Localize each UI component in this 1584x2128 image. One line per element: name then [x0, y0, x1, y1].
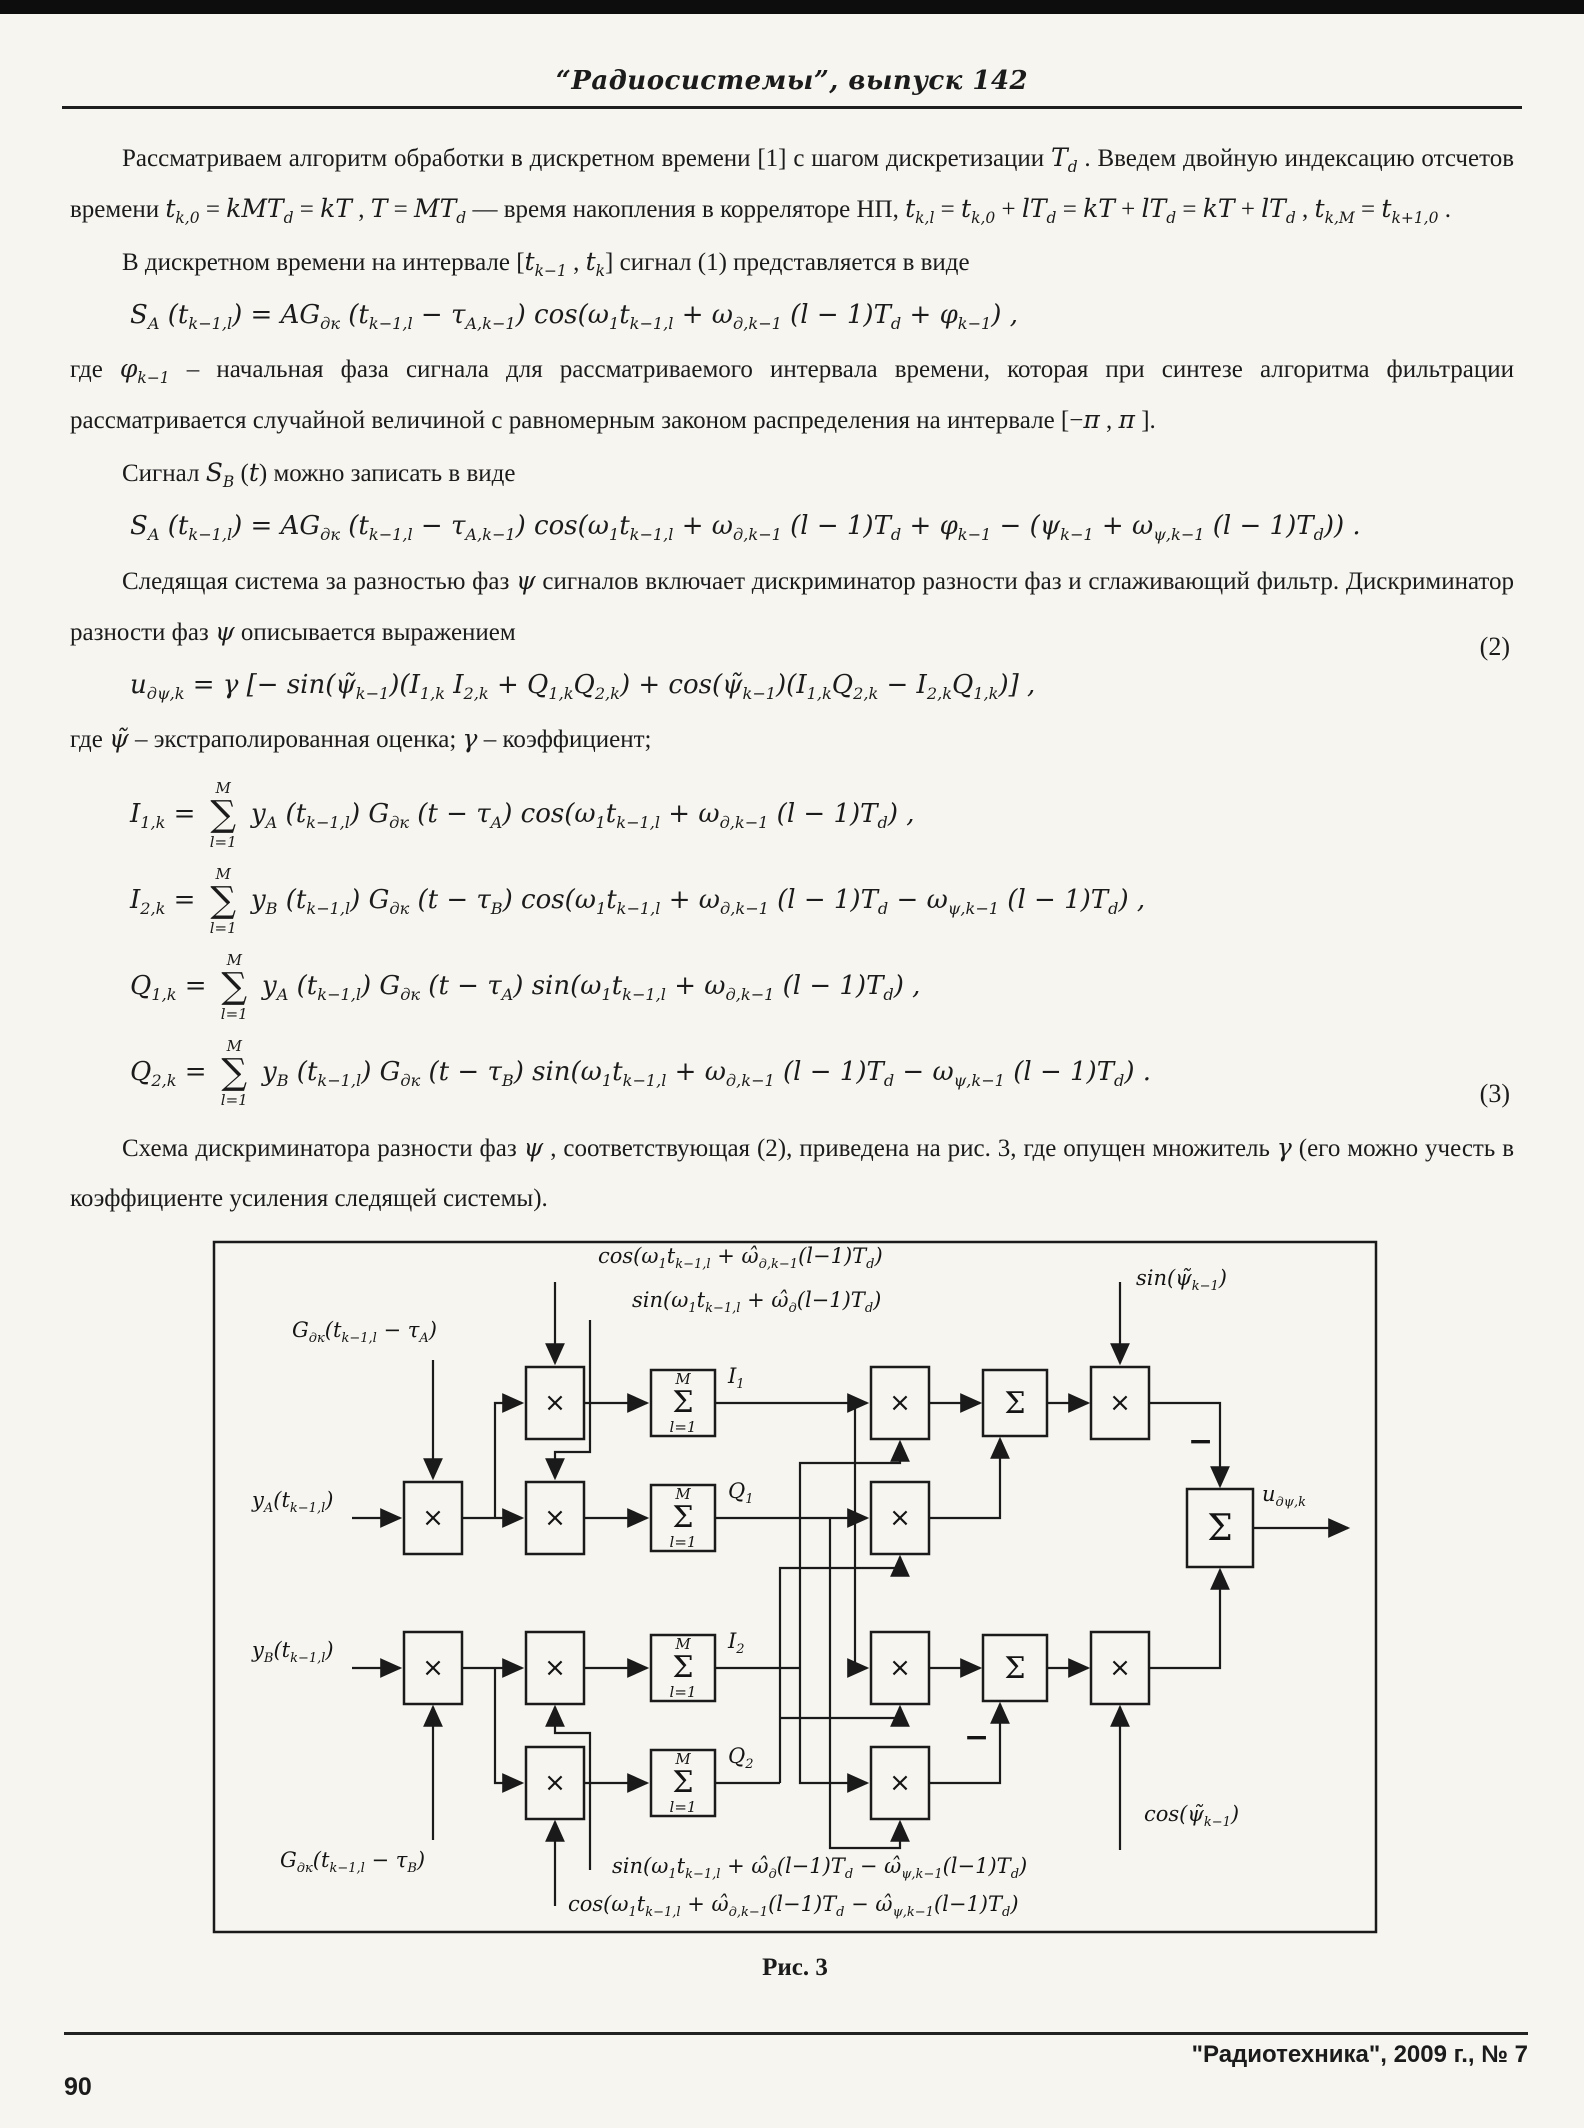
sum-limits-icon — [670, 1750, 697, 1816]
sum-upper-limit: M — [675, 1485, 691, 1504]
label-q2-signal: $Q_2$ — [728, 1744, 754, 1773]
paragraph-tracking-system: Следящая система за разностью фаз ψ сигналов включает дискриминатор разности фаз и сглаживающий фильтр. Дискриминатор разности фаз ψ описывается выражением — [70, 565, 1514, 646]
sigma-icon: Σ — [1004, 1650, 1026, 1686]
multiply-icon: × — [422, 1653, 444, 1684]
multiply-icon: × — [544, 1503, 566, 1534]
equation-group-3 — [70, 779, 1514, 1109]
equation-signal-sa: $S_A$ $(t_{k-1,l}) = AG_{дк}$ $(t_{k-1,l} - \tau_{A,k-1}) \cos(\omega_1t_{k-1,l} + \omega_{д,k-1}$ $(l - 1)T_d + \varphi_{k-1}$) , — [130, 300, 1018, 334]
label-cos-psi: $\cos(\psĩ_{k-1})$ — [1144, 1802, 1240, 1831]
multiply-icon: × — [889, 1388, 911, 1419]
sigma-icon: Σ — [1004, 1385, 1026, 1421]
multiply-icon: × — [544, 1388, 566, 1419]
paragraph-figure-reference: Схема дискриминатора разности фаз ψ , соответствующая (2), приведена на рис. 3, где опущен множитель γ (его можно учесть в коэффициенте усиления следящей системы). — [70, 1133, 1514, 1213]
label-i2-signal: $I_2$ — [728, 1629, 745, 1658]
label-ya-input: $y_A(t_{k-1,l})$ — [252, 1488, 334, 1517]
multiply-icon: × — [889, 1653, 911, 1684]
multiply-icon: × — [544, 1653, 566, 1684]
multiply-icon: × — [1109, 1388, 1131, 1419]
label-carrier-sin: $\sin(\omega_1t_{k-1,l}$ + $\omegâ_д(l-1)T_d$) — [632, 1288, 882, 1317]
figure-3 — [200, 1238, 1390, 1982]
paragraph-extrapolated: где ψ̃ – экстраполированная оценка; γ – коэффициент; — [70, 724, 652, 754]
equation-discriminator-body: $u_{д\psi,k} = \gamma$ [− $\sin(\psĩ_{k-1})(I_{1,k}$ $I_{2,k} + Q_{1,k}Q_{2,k}$) + $\cos(\psĩ_{k-1})(I_{1,k}Q_{2,k} - I_{2,k}Q_{1,k})$] , — [130, 669, 1036, 703]
sum-sigma: Σ — [672, 1385, 694, 1421]
label-bottom-sin: $\sin(\omega_1t_{k-1,l}$ + $\omegâ_д(l-1)T_d$ − $\omegâ_{\psi,k-1}(l-1)T_d$) — [612, 1854, 1028, 1883]
label-bottom-cos: $\cos(\omega_1t_{k-1,l}$ + $\omegâ_{д,k-1}(l-1)T_d$ − $\omegâ_{\psi,k-1}(l-1)T_d$) — [568, 1892, 1019, 1921]
article-body — [0, 109, 1584, 1224]
label-output-udpsi: $u_{д\psi,k}$ — [1262, 1482, 1306, 1511]
sum-lower-limit: l=1 — [669, 1683, 697, 1702]
label-gdk-tau-b: $G_{дк}(t_{k-1,l} - \tau_B)$ — [280, 1848, 426, 1877]
equation-q1k: $Q_{1,k}$ = M ∑ l=1 $y_A$ $(t_{k-1,l})$ $G_{дк}$ $(t - \tau_A)$ $\sin(\omega_1t_{k-1,l} + \omega_{д,k-1}$ $(l - 1)T_d$) , — [130, 951, 921, 1024]
sum-upper-limit: M — [675, 1750, 691, 1769]
equation-number-2: (2) — [1479, 631, 1510, 661]
sum-sigma: Σ — [672, 1500, 694, 1536]
paragraph-interval: В дискретном времени на интервале [$t_{k-1}$ , $t_k$] сигнал (1) представляется в виде — [122, 247, 970, 280]
multiply-icon: × — [544, 1768, 566, 1799]
equation-i1k: $I_{1,k}$ = M ∑ l=1 $y_A$ $(t_{k-1,l})$ $G_{дк}$ $(t - \tau_A)$ $\cos(\omega_1t_{k-1,l} + \omega_{д,k-1}$ $(l - 1)T_d$) , — [130, 779, 915, 852]
sigma-icon: Σ — [1207, 1507, 1233, 1549]
paragraph-initial-phase: где $\varphi_{k-1}$ – начальная фаза сигнала для рассматриваемого интервала времени, которая при синтезе алгоритма фильтрации рассматривается случайной величиной с равномерным законом распределения на интервале [−π , π ]. — [70, 354, 1514, 435]
sum-lower-limit: l=1 — [669, 1418, 697, 1437]
multiply-icon: × — [889, 1503, 911, 1534]
label-yb-input: $y_B(t_{k-1,l})$ — [252, 1638, 334, 1667]
label-i1-signal: $I_1$ — [728, 1364, 745, 1393]
multiply-icon: × — [422, 1503, 444, 1534]
equation-number-3: (3) — [1479, 1079, 1510, 1109]
label-q1-signal: $Q_1$ — [728, 1479, 754, 1508]
equation-signal-sb: $S_A$ $(t_{k-1,l}) = AG_{дк}$ $(t_{k-1,l} - \tau_{A,k-1}) \cos(\omega_1t_{k-1,l} + \omega_{д,k-1}$ $(l - 1)T_d + \varphi_{k-1} - (\psi_{k-1} + \omega_{\psi,k-1}$ $(l - 1)T_d$)) . — [130, 511, 1361, 545]
sum-limits-icon — [670, 1485, 697, 1551]
scan-edge-artifact — [0, 0, 1584, 14]
sum-upper-limit: M — [675, 1635, 691, 1654]
journal-header-title: “Радиосистемы”, выпуск 142 — [555, 66, 1029, 96]
paragraph-discrete-time: Рассматриваем алгоритм обработки в дискретном времени [1] с шагом дискретизации $T_d$ . Введем двойную индексацию отсчетов времени $t_{k,0} = kMT_d$ = kT , $T = MT_d$ — время накопления в корреляторе НП, $t_{k,l} = t_{k,0} + lT_d$ = kT + $lT_d$ = kT + $lT_d$ , $t_{k,M} = t_{k+1,0}$ . — [70, 143, 1514, 227]
sum-sigma: Σ — [672, 1650, 694, 1686]
multiply-icon: × — [889, 1768, 911, 1799]
sum-upper-limit: M — [675, 1370, 691, 1389]
label-sin-psi: $\sin(\psĩ_{k-1})$ — [1136, 1266, 1227, 1295]
label-carrier-cos: $\cos(\omega_1t_{k-1,l}$ + $\omegâ_{д,k-1}(l-1)T_d$) — [598, 1244, 883, 1273]
minus-sign: − — [1188, 1424, 1214, 1460]
equation-q2k: $Q_{2,k}$ = M ∑ l=1 $y_B$ $(t_{k-1,l})$ $G_{дк}$ $(t - \tau_B)$ $\sin(\omega_1t_{k-1,l} + \omega_{д,k-1}$ $(l - 1)T_d - \omega_{\psi,k-1}$ $(l - 1)T_d$) . — [130, 1037, 1152, 1110]
page-number: 90 — [64, 2073, 92, 2101]
figure-caption: Рис. 3 — [762, 1954, 828, 1982]
footer-journal-reference: "Радиотехника", 2009 г., № 7 — [1191, 2041, 1528, 2068]
discriminator-block-diagram — [200, 1238, 1390, 1938]
footer-rule — [64, 2032, 1528, 2035]
label-gdk-tau-a: $G_{дк}(t_{k-1,l} - \tau_A)$ — [292, 1318, 437, 1347]
paragraph-signal-sb: Сигнал $S_B$ (t) можно записать в виде — [122, 458, 516, 492]
equation-i2k: $I_{2,k}$ = M ∑ l=1 $y_B$ $(t_{k-1,l})$ $G_{дк}$ $(t - \tau_B)$ $\cos(\omega_1t_{k-1,l} + \omega_{д,k-1}$ $(l - 1)T_d - \omega_{\psi,k-1}$ $(l - 1)T_d$) , — [130, 865, 1146, 938]
page-header — [0, 0, 1584, 109]
sum-limits-icon — [670, 1635, 697, 1701]
sum-sigma: Σ — [672, 1765, 694, 1801]
page-footer — [64, 2032, 1528, 2102]
sum-lower-limit: l=1 — [669, 1798, 697, 1817]
sum-lower-limit: l=1 — [669, 1533, 697, 1552]
multiply-icon: × — [1109, 1653, 1131, 1684]
equation-discriminator — [130, 631, 1514, 706]
minus-sign: − — [964, 1720, 990, 1756]
sum-limits-icon — [670, 1370, 697, 1436]
